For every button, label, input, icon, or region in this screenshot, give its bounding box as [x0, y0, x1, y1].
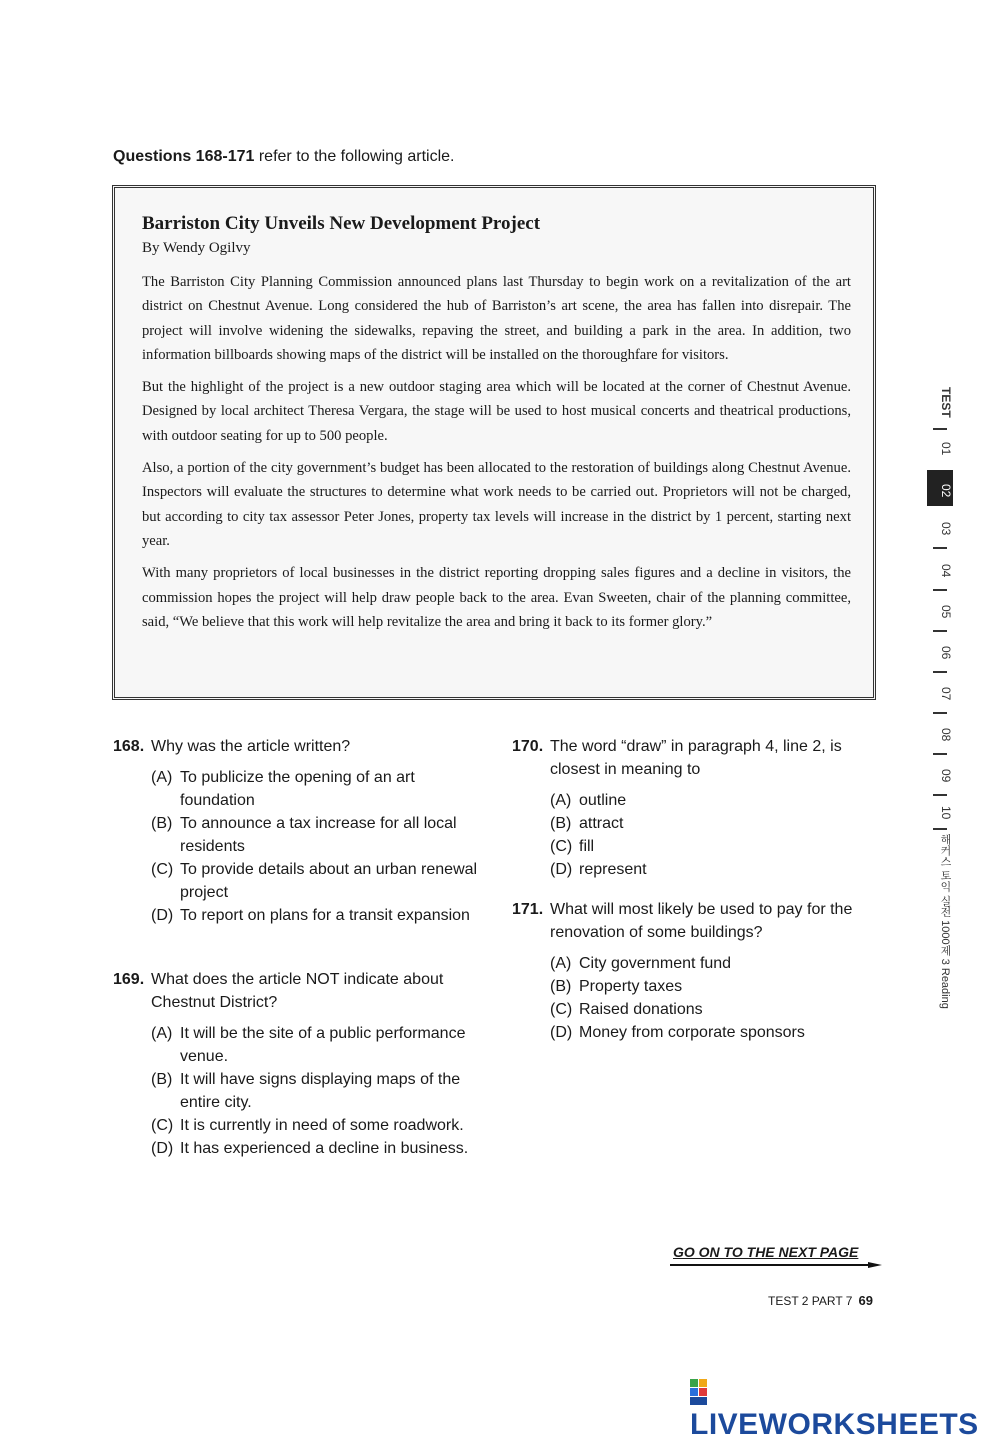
option-170-c[interactable]: (C) fill [550, 838, 595, 855]
question-number: 170. [512, 738, 544, 755]
question-number: 168. [113, 738, 145, 755]
side-nav-separator [933, 428, 947, 430]
questions-intro [113, 148, 455, 166]
option-170-b[interactable]: (B) attract [550, 815, 624, 832]
side-nav-separator [933, 794, 947, 796]
option-171-c[interactable]: (C) Raised donations [550, 1001, 703, 1018]
side-nav-separator [933, 712, 947, 714]
side-nav-separator [933, 589, 947, 591]
book-title: 해커스 토익 실전 1000제 3 Reading [939, 834, 951, 1009]
tab-test-01[interactable]: 01 [939, 442, 953, 456]
arrow-right-icon [670, 1262, 882, 1268]
brand-logo [690, 1374, 1000, 1442]
tab-test-04[interactable]: 04 [939, 564, 953, 578]
footer-section: TEST 2 PART 7 [768, 1294, 853, 1308]
question-171 [512, 898, 884, 1044]
side-nav-separator [933, 630, 947, 632]
article-paragraph-3: Also, a portion of the city government’s budget has been allocated to the restoration of buildings along Chestnut Avenue. Inspectors will evaluate the structures to determine what work needs to be carried out. Proprietors will not be charged, but according to city tax assessor Peter Jones, property tax levels will increase in the district by 1 percent, starting next year. [142, 460, 851, 549]
page-number: 69 [858, 1293, 873, 1308]
option-169-b[interactable]: (B) It will have signs displaying maps of the entire city. [151, 1071, 461, 1111]
article-paragraph-4: With many proprietors of local businesses in the district reporting dropping sales figures and a decline in visitors, the commission hopes the project will help draw people back to the area. Evan Sweeten, chair of the planning committee, said, “We believe that this work will help revitalize the area and bring it back to its former glory.” [142, 565, 851, 630]
option-169-d[interactable]: (D) It has experienced a decline in business. [151, 1140, 469, 1157]
article-box [112, 185, 876, 700]
option-168-d[interactable]: (D) To report on plans for a transit expansion [151, 907, 470, 924]
option-170-d[interactable]: (D) represent [550, 861, 647, 878]
option-171-a[interactable]: (A) City government fund [550, 955, 732, 972]
option-169-c[interactable]: (C) It is currently in need of some roadwork. [151, 1117, 464, 1134]
tab-test-09[interactable]: 09 [939, 769, 953, 783]
question-169 [113, 968, 483, 1160]
article-paragraph-1: The Barriston City Planning Commission announced plans last Thursday to begin work on a revitalization of the art district on Chestnut Avenue. Long considered the hub of Barriston’s art scene, the area has fallen into disrepair. The project will involve widening the sidewalks, repaving the street, and building a park in the area. In addition, two information billboards showing maps of the district will be installed on the thoroughfare for visitors. [142, 274, 851, 363]
question-text: What will most likely be used to pay for the renovation of some buildings? [550, 901, 853, 941]
tab-test-07[interactable]: 07 [939, 687, 953, 701]
option-171-b[interactable]: (B) Property taxes [550, 978, 683, 995]
brand-name: LIVEWORKSHEETS [690, 1408, 979, 1441]
next-page-link[interactable]: GO ON TO THE NEXT PAGE [673, 1244, 859, 1260]
side-nav-label: TEST [939, 386, 953, 418]
page-footer [768, 1293, 873, 1308]
article-paragraph-2: But the highlight of the project is a new outdoor staging area which will be located at the corner of Chestnut Avenue. Designed by local architect Theresa Vergara, the stage will be used to host musical concerts and theatrical productions, with outdoor seating for up to 500 people. [142, 379, 851, 444]
tab-test-10[interactable]: 10 [939, 806, 953, 820]
article-byline: By Wendy Ogilvy [142, 240, 251, 256]
tab-test-08[interactable]: 08 [939, 728, 953, 742]
question-number: 171. [512, 901, 544, 918]
liveworksheets-logo-icon [690, 1379, 716, 1405]
tab-test-02[interactable]: 02 [927, 470, 953, 506]
option-168-a[interactable]: (A) To publicize the opening of an art foundation [151, 769, 415, 809]
tab-test-03[interactable]: 03 [939, 522, 953, 536]
question-text: The word “draw” in paragraph 4, line 2, is closest in meaning to [550, 738, 842, 778]
question-number: 169. [113, 971, 145, 988]
question-text: What does the article NOT indicate about Chestnut District? [151, 971, 444, 1011]
option-171-d[interactable]: (D) Money from corporate sponsors [550, 1024, 805, 1041]
option-168-c[interactable]: (C) To provide details about an urban renewal project [151, 861, 478, 901]
questions-range: Questions 168-171 [113, 148, 255, 165]
option-168-b[interactable]: (B) To announce a tax increase for all local residents [151, 815, 457, 855]
tab-test-05[interactable]: 05 [939, 605, 953, 619]
question-text: Why was the article written? [151, 738, 351, 755]
option-170-a[interactable]: (A) outline [550, 792, 627, 809]
side-nav-separator [933, 828, 947, 830]
side-nav-separator [933, 547, 947, 549]
side-nav-separator [933, 753, 947, 755]
side-nav-separator [933, 671, 947, 673]
questions-intro-text: refer to the following article. [254, 148, 455, 165]
option-169-a[interactable]: (A) It will be the site of a public performance venue. [151, 1025, 466, 1065]
tab-test-06[interactable]: 06 [939, 646, 953, 660]
article-headline: Barriston City Unveils New Development Project [142, 213, 541, 234]
question-168 [113, 735, 483, 927]
question-170 [512, 735, 882, 881]
